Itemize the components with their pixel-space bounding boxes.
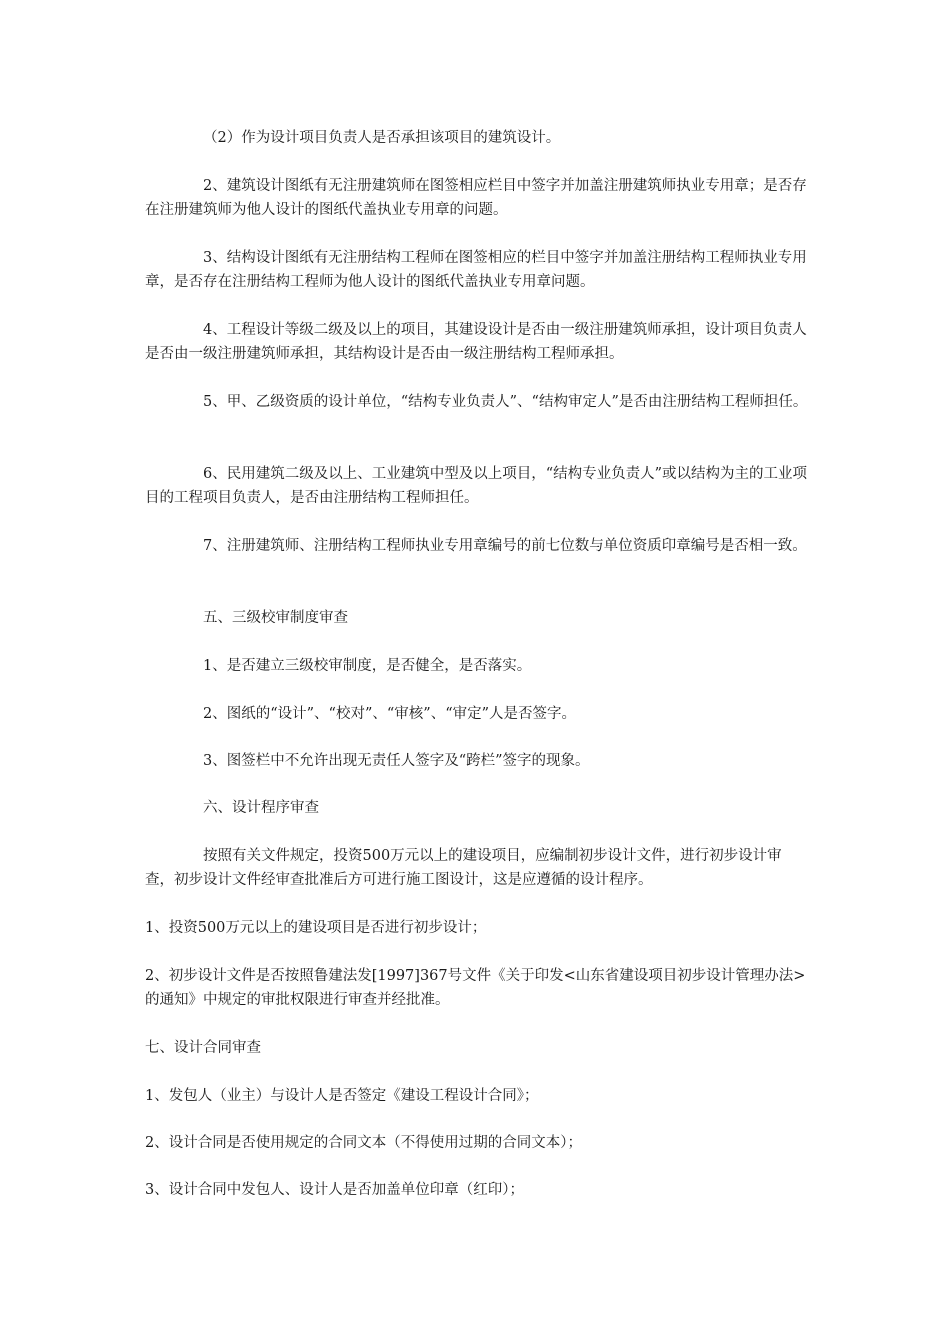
paragraph-six-item-2: 2、初步设计文件是否按照鲁建法发[1997]367号文件《关于印发<山东省建设项目初步设计管理办法>的通知》中规定的审批权限进行审查并经批准。	[145, 968, 806, 1008]
paragraph-structural-stamp: 3、结构设计图纸有无注册结构工程师在图签相应的栏目中签字并加盖注册结构工程师执业专用章，是否存在注册结构工程师为他人设计的图纸代盖执业专用章问题。	[145, 250, 807, 290]
paragraph-architect-stamp: 2、建筑设计图纸有无注册建筑师在图签相应栏目中签字并加盖注册建筑师执业专用章；是否存在注册建筑师为他人设计的图纸代盖执业专用章的问题。	[145, 178, 807, 218]
paragraph-six-intro: 按照有关文件规定，投资500万元以上的建设项目，应编制初步设计文件，进行初步设计审查，初步设计文件经审查批准后方可进行施工图设计，这是应遵循的设计程序。	[145, 848, 782, 888]
section-heading-five: 五、三级校审制度审查	[203, 610, 348, 626]
paragraph-seven-item-1: 1、发包人（业主）与设计人是否签定《建设工程设计合同》；	[145, 1088, 539, 1104]
paragraph-stamp-numbers: 7、注册建筑师、注册结构工程师执业专用章编号的前七位数与单位资质印章编号是否相一致。	[203, 538, 807, 554]
paragraph-five-item-2: 2、图纸的“设计”、“校对”、“审核”、“审定”人是否签字。	[203, 706, 577, 722]
paragraph-civil-industrial: 6、民用建筑二级及以上、工业建筑中型及以上项目，“结构专业负责人”或以结构为主的工业项目的工程项目负责人，是否由注册结构工程师担任。	[145, 466, 808, 506]
paragraph-review-item-2-sub: （2）作为设计项目负责人是否承担该项目的建筑设计。	[203, 130, 561, 146]
paragraph-five-item-1: 1、是否建立三级校审制度，是否健全，是否落实。	[203, 658, 532, 674]
section-heading-seven: 七、设计合同审查	[145, 1040, 261, 1056]
paragraph-seven-item-3: 3、设计合同中发包人、设计人是否加盖单位印章（红印）；	[145, 1182, 524, 1198]
paragraph-six-item-1: 1、投资500万元以上的建设项目是否进行初步设计；	[145, 920, 487, 936]
paragraph-seven-item-2: 2、设计合同是否使用规定的合同文本（不得使用过期的合同文本）；	[145, 1135, 582, 1151]
paragraph-qualification-units: 5、甲、乙级资质的设计单位，“结构专业负责人”、“结构审定人”是否由注册结构工程师担任。	[203, 394, 808, 410]
paragraph-grade-two-projects: 4、工程设计等级二级及以上的项目，其建设设计是否由一级注册建筑师承担，设计项目负责人是否由一级注册建筑师承担，其结构设计是否由一级注册结构工程师承担。	[145, 322, 807, 362]
paragraph-five-item-3: 3、图签栏中不允许出现无责任人签字及“跨栏”签字的现象。	[203, 753, 590, 769]
section-heading-six: 六、设计程序审查	[203, 800, 319, 816]
